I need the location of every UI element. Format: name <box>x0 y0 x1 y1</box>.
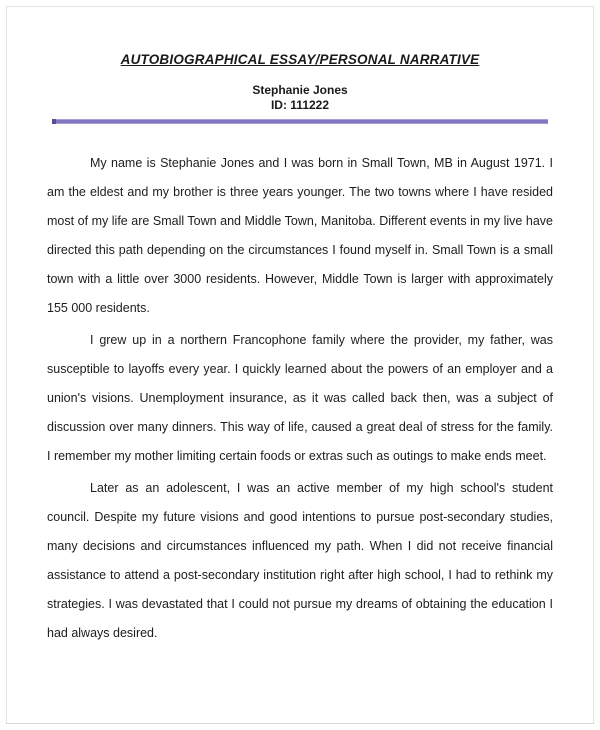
essay-paragraph: Later as an adolescent, I was an active member of my high school's student council. Despite my future visions and good intentions to pursue post-secondary studies, many decisions and circumstances influenced my path. When I did not receive financial assistance to attend a post-secondary institution right after high school, I had to rethink my strategies. I was devastated that I could not pursue my dreams of obtaining the education I had always desired. <box>47 481 553 640</box>
essay-paragraph: I grew up in a northern Francophone family where the provider, my father, was susceptible to layoffs every year. I quickly learned about the powers of an employer and a union's visions. Unemployment insurance, as it was called back then, was a subject of discussion over many dinners. This way of life, caused a great deal of stress for the family. I remember my mother limiting certain foods or extras such as outings to make ends meet. <box>47 333 553 463</box>
essay-body <box>47 149 553 648</box>
essay-title: AUTOBIOGRAPHICAL ESSAY/PERSONAL NARRATIVE <box>120 52 480 67</box>
author-name: Stephanie Jones <box>252 83 348 97</box>
student-id: ID: 111222 <box>270 98 330 112</box>
divider-rule-cap <box>52 119 56 124</box>
divider-rule <box>52 119 548 124</box>
byline <box>7 83 593 113</box>
essay-paragraph: My name is Stephanie Jones and I was born in Small Town, MB in August 1971. I am the eldest and my brother is three years younger. The two towns where I have resided most of my life are Small Town and Middle Town, Manitoba. Different events in my live have directed this path depending on the circumstances I found myself in. Small Town is a small town with a little over 3000 residents. However, Middle Town is larger with approximately 155 000 residents. <box>47 156 553 315</box>
document-page <box>6 6 594 724</box>
